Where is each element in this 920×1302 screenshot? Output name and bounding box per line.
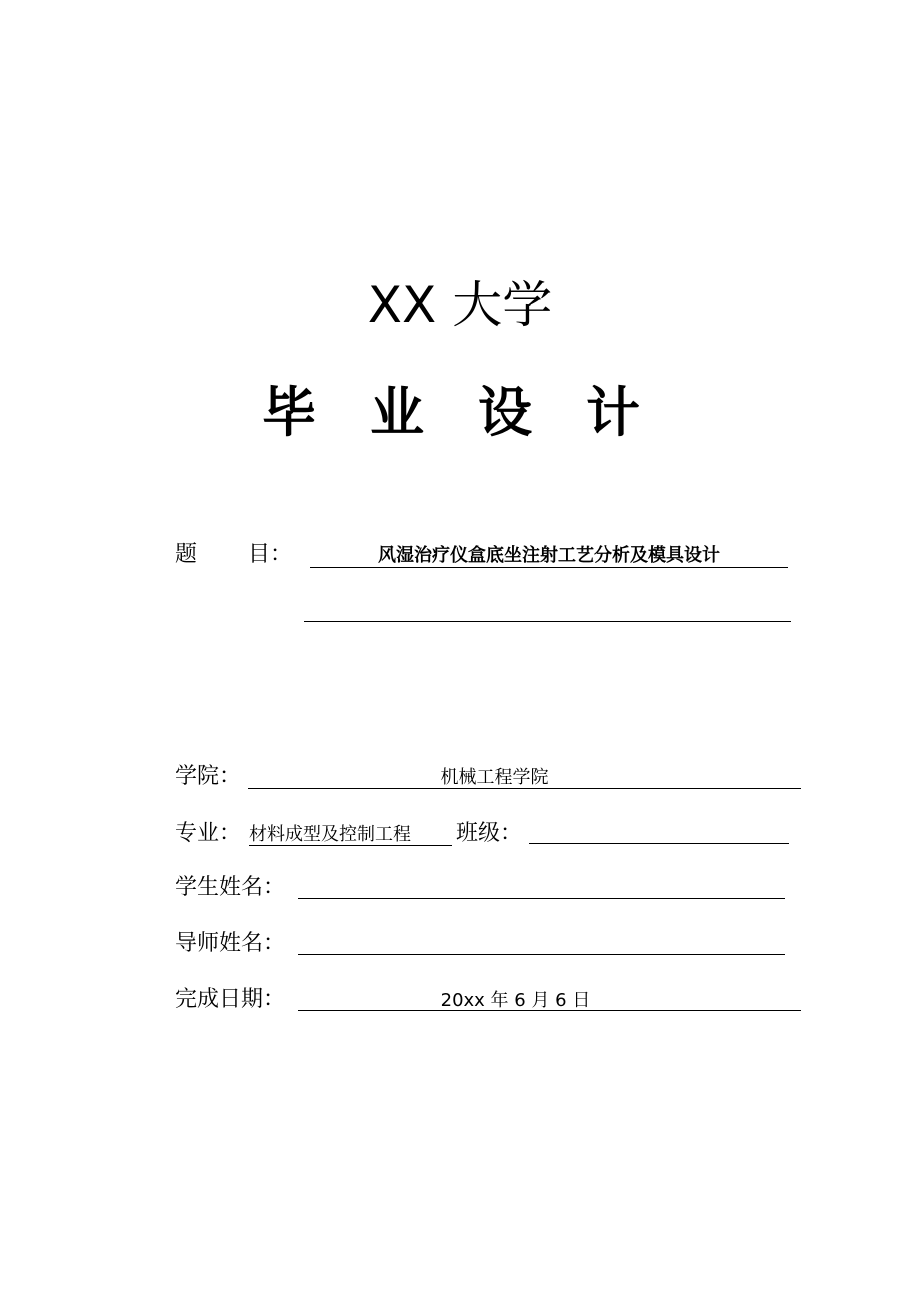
- completion-date-label: 完成日期：: [175, 987, 286, 1012]
- advisor-name-underline: [298, 954, 785, 955]
- class-underline: [529, 843, 789, 844]
- class-label: 班级：: [456, 821, 523, 846]
- student-name-underline: [298, 898, 785, 899]
- student-name-label: 学生姓名：: [175, 875, 286, 900]
- school-underline: [248, 788, 801, 789]
- completion-date-value: 20xx 年 6 月 6 日: [440, 990, 591, 1011]
- topic-value: 风湿治疗仪盒底坐注射工艺分析及模具设计: [378, 545, 720, 566]
- topic-label-first-char: 题: [175, 542, 198, 567]
- completion-date-underline: [298, 1010, 801, 1011]
- major-value: 材料成型及控制工程: [249, 824, 411, 845]
- major-underline: [249, 845, 452, 846]
- topic-underline: [310, 567, 788, 568]
- topic-label-second-char: 目：: [248, 542, 293, 567]
- advisor-name-label: 导师姓名：: [175, 931, 286, 956]
- school-label: 学院：: [175, 764, 242, 789]
- document-type-title: 毕业设计: [262, 381, 694, 444]
- major-label: 专业：: [175, 821, 242, 846]
- university-name: XX 大学: [367, 276, 553, 334]
- topic-second-underline: [304, 621, 791, 622]
- school-value: 机械工程学院: [440, 767, 549, 788]
